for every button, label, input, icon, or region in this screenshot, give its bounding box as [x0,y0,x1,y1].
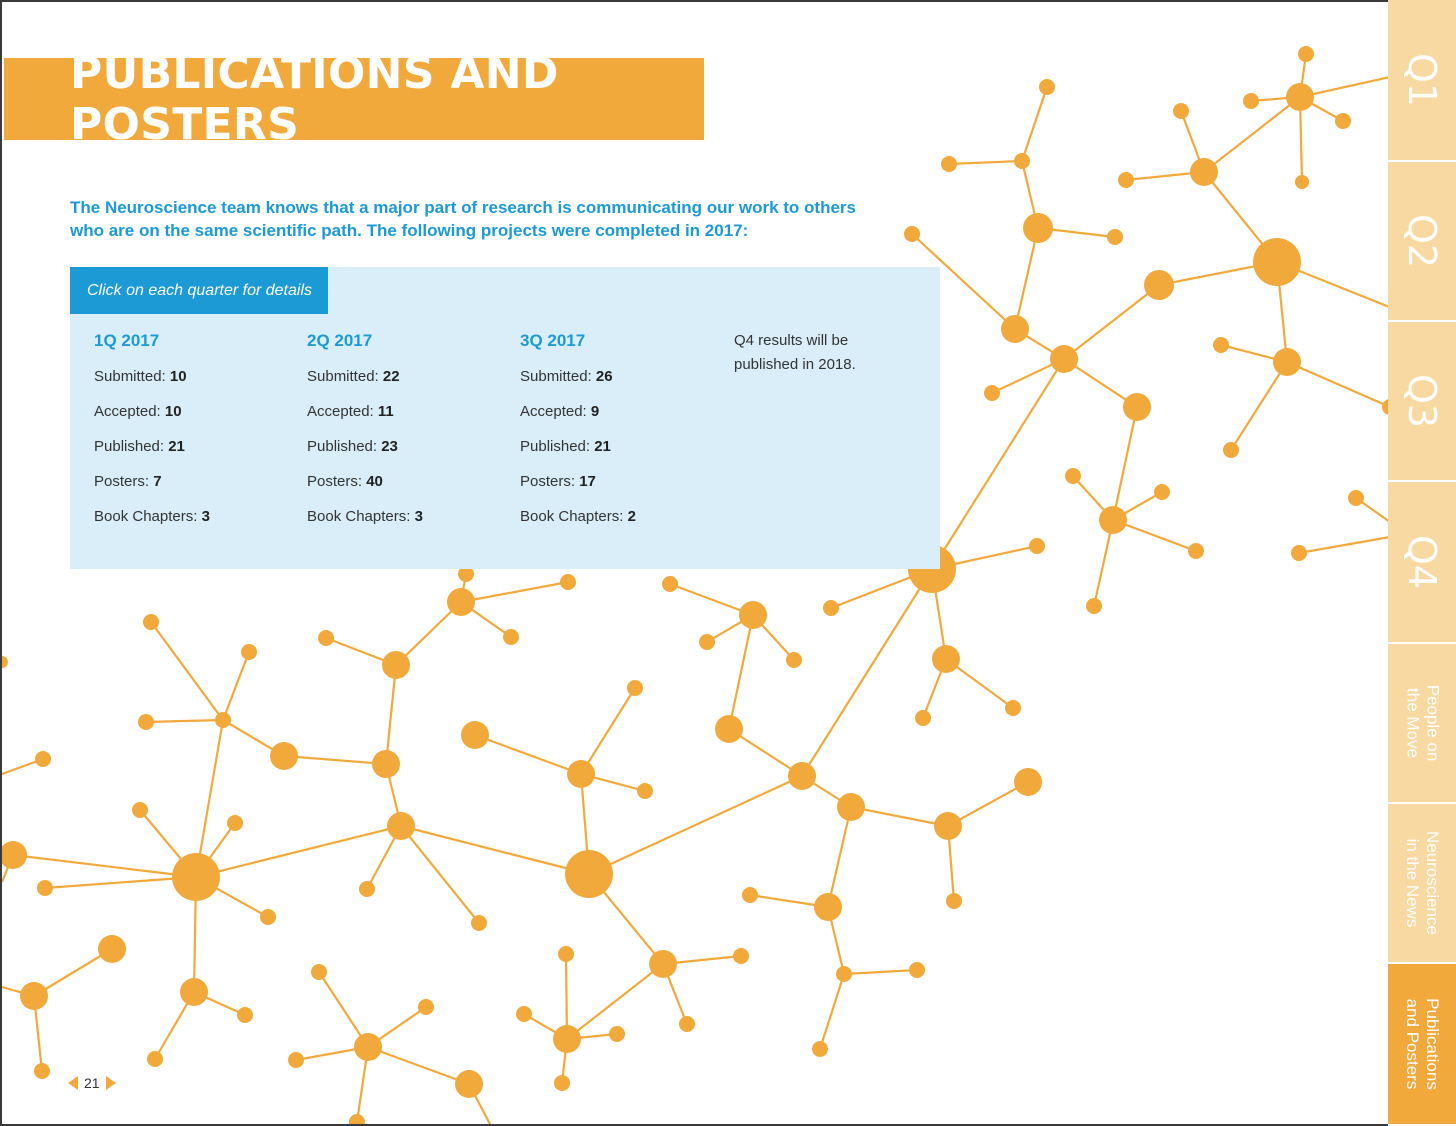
network-node [699,634,715,650]
network-node [471,915,487,931]
network-node [461,721,489,749]
network-node [1123,393,1151,421]
network-node [1014,768,1042,796]
network-node [788,762,816,790]
network-link [1299,537,1390,553]
network-node [143,614,159,630]
network-link [386,665,396,764]
network-node [354,1033,382,1061]
network-link [461,582,568,602]
network-node [138,714,154,730]
tab-publications-and-posters[interactable]: Publications and Posters [1388,964,1456,1126]
network-node [823,600,839,616]
network-node [1295,175,1309,189]
network-node [1144,270,1174,300]
previous-page-arrow-icon[interactable] [68,1076,78,1090]
network-node [1213,337,1229,353]
network-node [37,880,53,896]
network-node [932,645,960,673]
quarter-column-1q [94,331,294,542]
network-link [223,652,249,720]
network-node [382,651,410,679]
network-link [1113,407,1137,520]
stat-posters: Posters: 7 [94,473,162,490]
network-node [739,601,767,629]
network-link [851,807,948,826]
network-link [828,807,851,907]
network-node [1154,484,1170,500]
network-link [949,161,1022,164]
stat-published: Published: 21 [94,438,185,455]
network-link [13,855,196,877]
network-node [1286,83,1314,111]
network-node [609,1026,625,1042]
network-node [715,715,743,743]
tab-neuroscience-in-the-news[interactable]: Neuroscience in the News [1388,804,1456,964]
network-node [1118,172,1134,188]
stat-accepted: Accepted: 11 [307,403,394,420]
network-link [1287,362,1390,407]
network-node [946,893,962,909]
network-node [260,909,276,925]
network-node [349,1114,365,1126]
stat-posters: Posters: 17 [520,473,596,490]
network-node [20,982,48,1010]
stat-submitted: Submitted: 10 [94,368,187,385]
tab-q3[interactable]: Q3 [1388,322,1456,482]
network-node [1086,598,1102,614]
network-node [742,887,758,903]
network-node [1029,538,1045,554]
stat-book-chapters: Book Chapters: 2 [520,508,636,525]
network-node [318,630,334,646]
tab-q2[interactable]: Q2 [1388,162,1456,322]
network-link [729,615,753,729]
network-node [418,999,434,1015]
network-node [288,1052,304,1068]
stat-accepted: Accepted: 9 [520,403,600,420]
network-link [1064,285,1159,359]
network-node [372,750,400,778]
network-node [1291,545,1307,561]
network-node [679,1016,695,1032]
network-node [627,680,643,696]
network-node [786,652,802,668]
network-node [1099,506,1127,534]
stat-published: Published: 23 [307,438,398,455]
network-node [1348,490,1364,506]
network-node [1005,700,1021,716]
network-node [1001,315,1029,343]
network-node [733,948,749,964]
network-link [401,826,589,874]
next-page-arrow-icon[interactable] [106,1076,116,1090]
network-node [241,644,257,660]
network-link [475,735,581,774]
page-title: PUBLICATIONS AND POSTERS [70,48,559,150]
tab-q1[interactable]: Q1 [1388,0,1456,162]
network-link [589,776,802,874]
network-node [35,751,51,767]
network-node [503,629,519,645]
network-node [1190,158,1218,186]
network-node [359,881,375,897]
network-node [172,853,220,901]
network-node [554,1075,570,1091]
network-node [837,793,865,821]
network-node [387,812,415,840]
network-node [215,712,231,728]
tab-q4[interactable]: Q4 [1388,482,1456,644]
network-node [637,783,653,799]
network-link [820,974,844,1049]
page-number: 21 [84,1075,100,1091]
network-node [1273,348,1301,376]
network-node [1014,153,1030,169]
network-link [844,970,917,974]
network-node [98,935,126,963]
network-link [581,688,635,774]
network-node [1107,229,1123,245]
quarter-heading: 3Q 2017 [520,331,586,350]
network-node [904,226,920,242]
section-tabs [1388,0,1456,1126]
network-node [941,156,957,172]
network-node [1335,113,1351,129]
network-node [1188,543,1204,559]
network-node [34,1063,50,1079]
network-node [516,1006,532,1022]
network-node [455,1070,483,1098]
stat-posters: Posters: 40 [307,473,383,490]
network-node [812,1041,828,1057]
network-node [2,656,8,668]
quarter-column-3q [520,331,720,542]
network-node [1173,103,1189,119]
network-node [227,815,243,831]
network-node [649,950,677,978]
network-link [368,1047,469,1084]
network-node [1023,213,1053,243]
network-node [934,812,962,840]
network-node [909,962,925,978]
stat-submitted: Submitted: 22 [307,368,400,385]
network-link [1015,228,1038,329]
network-node [553,1025,581,1053]
network-node [447,588,475,616]
network-node [814,893,842,921]
quarter-column-2q [307,331,507,542]
network-node [1223,442,1239,458]
network-node [565,850,613,898]
network-node [1253,238,1301,286]
stat-accepted: Accepted: 10 [94,403,182,420]
network-node [147,1051,163,1067]
network-link [802,569,932,776]
quarter-heading: 2Q 2017 [307,331,373,350]
network-node [915,710,931,726]
network-node [567,760,595,788]
summary-box [70,267,940,569]
network-link [151,622,223,720]
network-node [132,802,148,818]
network-node [558,946,574,962]
network-link [284,756,386,764]
network-node [1050,345,1078,373]
network-node [662,576,678,592]
title-banner [4,48,704,150]
quarter-heading: 1Q 2017 [94,331,160,350]
network-node [1298,46,1314,62]
network-link [146,720,223,722]
network-link [1231,362,1287,450]
box-header: Click on each quarter for details [70,267,328,314]
network-node [311,964,327,980]
network-node [270,742,298,770]
network-node [560,574,576,590]
network-node [2,841,27,869]
q4-note: Q4 results will be published in 2018. [734,332,856,373]
network-node [984,385,1000,401]
stat-published: Published: 21 [520,438,611,455]
network-node [180,978,208,1006]
network-node [1039,79,1055,95]
network-node [1243,93,1259,109]
network-node [237,1007,253,1023]
stat-submitted: Submitted: 26 [520,368,613,385]
network-node [1065,468,1081,484]
network-link [1022,87,1047,161]
network-node [836,966,852,982]
page-navigation [68,1075,116,1091]
stat-book-chapters: Book Chapters: 3 [307,508,423,525]
stat-book-chapters: Book Chapters: 3 [94,508,210,525]
network-link [401,826,479,923]
intro-text: The Neuroscience team knows that a major part of research is communicating our work to others who are on the same scientific path. The following projects were completed in 2017: [70,198,856,240]
tab-people-on-the-move[interactable]: People on the Move [1388,644,1456,804]
